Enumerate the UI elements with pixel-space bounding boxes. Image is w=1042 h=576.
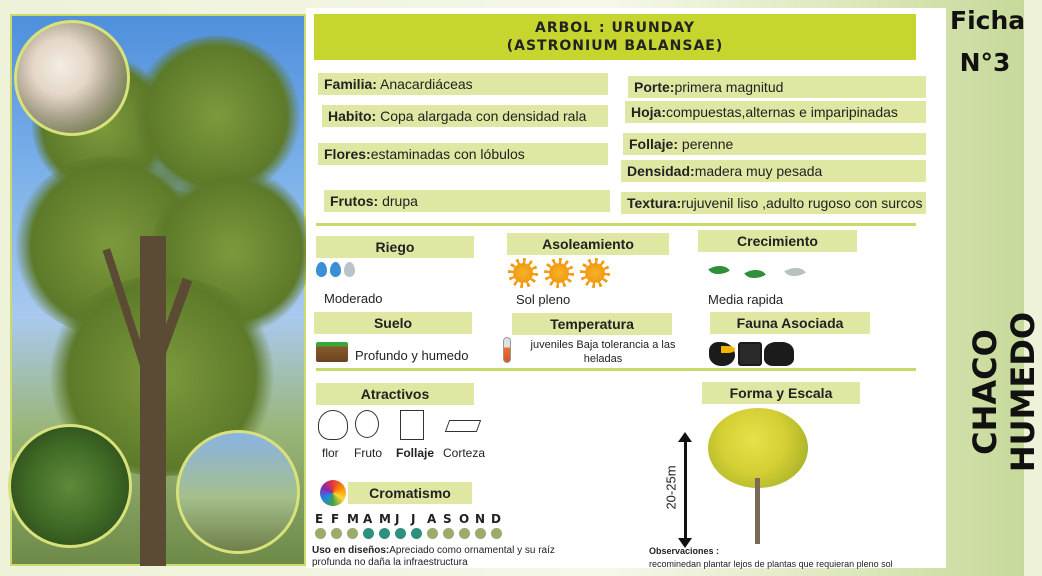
uso-key: Uso en diseños: xyxy=(312,545,390,556)
month-color-dot xyxy=(459,528,470,539)
sun-icon xyxy=(508,258,618,290)
observaciones-key: Observaciones : xyxy=(649,546,720,556)
crecimiento-value: Media rapida xyxy=(708,292,784,307)
info-flores: Flores:estaminadas con lóbulos xyxy=(318,143,608,165)
month-color-dot xyxy=(443,528,454,539)
leaf-icon xyxy=(708,260,818,286)
toucan-icon xyxy=(709,342,735,366)
forma-header: Forma y Escala xyxy=(702,382,860,404)
asoleamiento-header: Asoleamiento xyxy=(507,233,669,255)
crecimiento-header: Crecimiento xyxy=(698,230,857,252)
month-color-dot xyxy=(427,528,438,539)
info-textura: Textura:rujuvenil liso ,adulto rugoso con surcos xyxy=(621,192,926,214)
divider-2 xyxy=(316,368,916,371)
month-label: N xyxy=(475,512,486,526)
info-habito: Habito: Copa alargada con densidad rala xyxy=(322,105,608,127)
month-label: O xyxy=(459,512,470,526)
temperatura-value: juveniles Baja tolerancia a las heladas xyxy=(530,339,676,365)
month-label: M xyxy=(379,512,391,526)
monkey-icon xyxy=(764,342,794,366)
observaciones-value: recominedan plantar lejos de plantas que requieran pleno sol xyxy=(649,559,893,569)
soil-icon xyxy=(316,342,348,362)
month-color-dot xyxy=(379,528,390,539)
atractivo-corteza: Corteza xyxy=(443,446,486,460)
atractivos-header: Atractivos xyxy=(316,383,474,405)
uso-text xyxy=(312,545,572,569)
month-color-dot xyxy=(411,528,422,539)
flower-detail-photo xyxy=(14,20,130,136)
fruit-icon xyxy=(355,410,379,438)
atractivo-fruto: Fruto xyxy=(354,446,383,460)
month-color-dot xyxy=(347,528,358,539)
month-color-dot xyxy=(491,528,502,539)
scale-arrow xyxy=(684,436,687,542)
ficha-number: N°3 xyxy=(959,48,1011,77)
atractivo-flor: flor xyxy=(322,446,339,460)
month-label: M xyxy=(347,512,359,526)
month-color-dot xyxy=(363,528,374,539)
bird-icon xyxy=(738,342,762,366)
month-color-dot xyxy=(395,528,406,539)
bark-icon xyxy=(445,420,481,432)
month-color-dot xyxy=(315,528,326,539)
cromatismo-dots xyxy=(315,526,507,544)
month-label: A xyxy=(427,512,437,526)
ficha-label: Ficha xyxy=(950,6,1026,35)
uso-value: Apreciado como ornamental y su raíz profunda no daña la infraestructura xyxy=(312,545,555,568)
month-label: E xyxy=(315,512,324,526)
month-label: J xyxy=(411,512,416,526)
color-wheel-icon xyxy=(320,480,346,506)
foliage-icon xyxy=(400,410,424,440)
fauna-header: Fauna Asociada xyxy=(710,312,870,334)
month-label: J xyxy=(395,512,400,526)
arrow-up-icon xyxy=(678,432,692,442)
tree-silhouette xyxy=(700,408,812,544)
cromatismo-header: Cromatismo xyxy=(348,482,472,504)
info-densidad: Densidad:madera muy pesada xyxy=(621,160,926,182)
leaf-detail-photo xyxy=(8,424,132,548)
info-follaje: Follaje: perenne xyxy=(623,133,926,155)
water-drops-icon xyxy=(316,262,358,282)
title-line1: ARBOL : URUNDAY xyxy=(535,20,695,36)
riego-header: Riego xyxy=(316,236,474,258)
asoleamiento-value: Sol pleno xyxy=(516,292,571,307)
info-hoja: Hoja:compuestas,alternas e imparipinadas xyxy=(625,101,926,123)
month-label: D xyxy=(491,512,501,526)
month-label: S xyxy=(443,512,452,526)
info-porte: Porte:primera magnitud xyxy=(628,76,926,98)
cromatismo-months xyxy=(315,508,507,527)
divider-1 xyxy=(316,223,916,226)
month-label: F xyxy=(331,512,340,526)
suelo-value: Profundo y humedo xyxy=(355,348,469,363)
thermometer-icon xyxy=(503,337,511,363)
title-line2: (ASTRONIUM BALANSAE) xyxy=(506,38,724,54)
riego-value: Moderado xyxy=(324,291,383,306)
temperatura-header: Temperatura xyxy=(512,313,672,335)
scale-label: 20-25m xyxy=(663,465,679,510)
region-label: CHACO HUMEDO xyxy=(966,311,1042,473)
info-frutos: Frutos: drupa xyxy=(324,190,610,212)
suelo-header: Suelo xyxy=(314,312,472,334)
month-color-dot xyxy=(475,528,486,539)
month-label: A xyxy=(363,512,373,526)
title-banner xyxy=(314,14,916,60)
flower-icon xyxy=(318,410,348,440)
bark-detail-photo xyxy=(176,430,300,554)
atractivo-follaje: Follaje xyxy=(396,446,435,460)
month-color-dot xyxy=(331,528,342,539)
info-familia: Familia: Anacardiáceas xyxy=(318,73,608,95)
